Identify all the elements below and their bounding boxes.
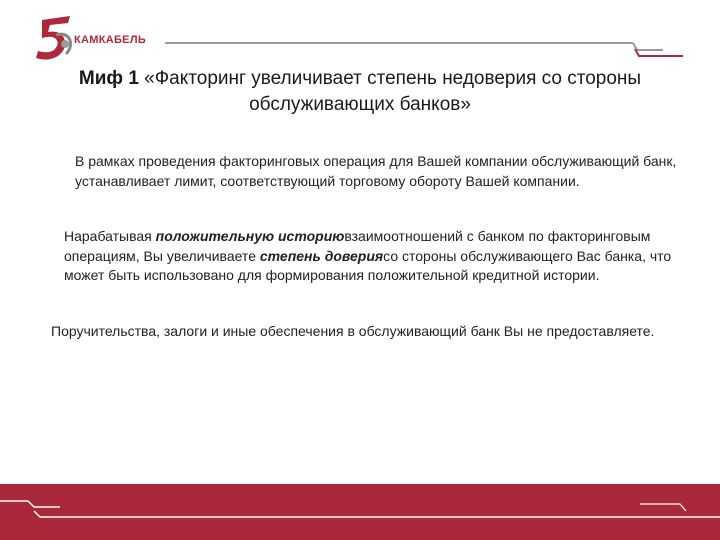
company-logo [30,14,160,64]
positive-history-emphasis: положительную историю [155,228,345,244]
footer-band [0,484,720,540]
paragraph-1-text: В рамках проведения факторинговых операция для Вашей компании обслуживающий банк, устанавливает лимит, соответствующий торговому обороту Вашей компании. [75,153,677,189]
paragraph-limit [51,152,691,191]
paragraph-2-part3: со стороны обслуживающего Вас банка, что может быть использовано для формирования положительной кредитной истории. [64,247,672,283]
paragraph-history [51,227,691,286]
trust-level-emphasis: степень доверия [259,247,384,264]
title-lead: Миф 1 [78,68,139,89]
paragraph-3-text: Поручительства, залоги и иные обеспечения в обслуживающий банк Вы не предоставляете. [51,323,655,339]
footer-divider [0,484,720,540]
brand-name: КАМКАБЕЛЬ [74,34,147,46]
paragraph-guarantees [51,322,691,342]
title-text: «Факторинг увеличивает степень недоверия со стороны обслуживающих банков» [144,68,642,115]
paragraph-2-part2: взаимоотношений с банком по факторинговым операциям, Вы увеличиваете [64,228,651,264]
slide-title [40,66,680,118]
paragraph-2-part1: Нарабатывая [64,228,156,244]
header-divider [165,40,685,64]
